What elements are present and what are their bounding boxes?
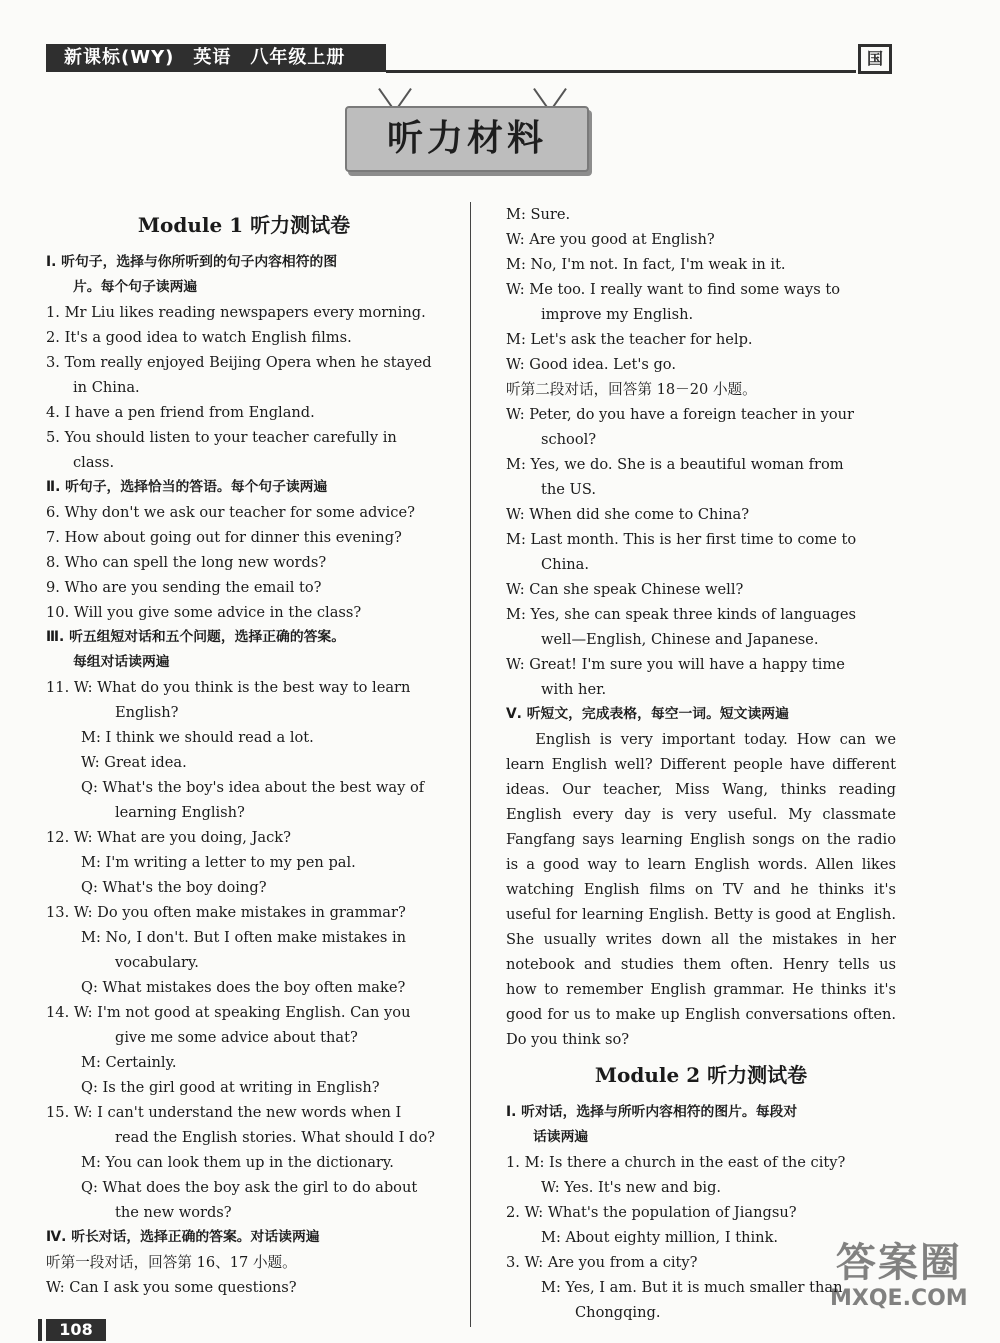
text-line: 2. W: What's the population of Jiangsu?: [506, 1204, 797, 1221]
text-line: Q: What's the boy's idea about the best way of: [81, 779, 425, 796]
text-line: M: No, I don't. But I often make mistakes in: [81, 929, 407, 946]
text-line: W: When did she come to China?: [506, 506, 750, 523]
section-heading: Ⅴ. 听短文，完成表格，每空一词。短文读两遍: [506, 706, 789, 722]
text-line: 15. W: I can't understand the new words when I: [46, 1104, 402, 1121]
text-line: W: Can she speak Chinese well?: [506, 581, 744, 598]
text-line: W: Yes. It's new and big.: [541, 1179, 722, 1196]
text-line: the new words?: [115, 1204, 232, 1221]
text-line: Chongqing.: [575, 1304, 661, 1321]
text-line: well—English, Chinese and Japanese.: [541, 631, 819, 648]
text-line: M: Certainly.: [81, 1054, 177, 1071]
text-line: M: I think we should read a lot.: [81, 729, 314, 746]
text-line: M: Sure.: [506, 206, 571, 223]
text-line: Q: What's the boy doing?: [81, 879, 267, 896]
text-line: Q: What does the boy ask the girl to do about: [81, 1179, 418, 1196]
module-title: Module 2 听力测试卷: [594, 1063, 808, 1087]
text-line: M: You can look them up in the dictionary.: [81, 1154, 394, 1171]
text-line: M: Yes, she can speak three kinds of languages: [506, 606, 857, 623]
section-heading: Ⅰ. 听句子，选择与你所听到的句子内容相符的图: [46, 254, 338, 270]
text-line: W: Can I ask you some questions?: [46, 1279, 297, 1296]
text-line: 3. W: Are you from a city?: [506, 1254, 698, 1271]
text-line: W: Great! I'm sure you will have a happy time: [506, 656, 845, 673]
text-line: class.: [73, 454, 115, 471]
text-line: learning English?: [115, 804, 245, 821]
section-heading: 片。每个句子读两遍: [73, 279, 198, 295]
text-line: M: Let's ask the teacher for help.: [506, 331, 753, 348]
text-line: 11. W: What do you think is the best way to learn: [46, 679, 411, 696]
text-line: Q: Is the girl good at writing in English?: [81, 1079, 380, 1096]
module-title: Module 1 听力测试卷: [137, 213, 351, 237]
watermark-logo: [830, 1240, 968, 1312]
section-heading: 每组对话读两遍: [73, 654, 170, 670]
text-line: W: Good idea. Let's go.: [506, 356, 676, 373]
page-title: 听力材料: [345, 106, 589, 172]
text-line: give me some advice about that?: [115, 1029, 358, 1046]
text-line: 1. Mr Liu likes reading newspapers every morning.: [46, 304, 426, 321]
text-line: 14. W: I'm not good at speaking English. Can you: [46, 1004, 411, 1021]
text-line: 12. W: What are you doing, Jack?: [46, 829, 291, 846]
text-line: 6. Why don't we ask our teacher for some advice?: [46, 504, 415, 521]
text-line: W: Are you good at English?: [506, 231, 715, 248]
section-heading: Ⅳ. 听长对话，选择正确的答案。对话读两遍: [46, 1229, 320, 1245]
text-line: 10. Will you give some advice in the class?: [46, 604, 362, 621]
passage-paragraph: English is very important today. How can we learn English well? Different people have different ideas. Our teacher, Miss Wang, thinks reading English every day is very useful. My classmate Fangfang says learning English songs on the radio is a good way to learn English words. Allen likes watching English films on TV and he thinks it's useful for learning English. Betty is good at English. She usually writes down all the mistakes in her notebook and studies them often. Henry tells us how to remember English grammar. He thinks it's good for us to make up English conversations often. Do you think so?: [506, 731, 896, 1048]
text-line: 13. W: Do you often make mistakes in grammar?: [46, 904, 406, 921]
text-line: W: Great idea.: [81, 754, 187, 771]
header-logo-icon: 国: [858, 44, 892, 74]
text-line: English?: [115, 704, 179, 721]
text-line: 7. How about going out for dinner this evening?: [46, 529, 402, 546]
column-divider: [470, 202, 471, 1327]
text-line: W: Me too. I really want to find some ways to: [506, 281, 841, 298]
text-line: 9. Who are you sending the email to?: [46, 579, 322, 596]
text-line: M: About eighty million, I think.: [541, 1229, 779, 1246]
text-line: 8. Who can spell the long new words?: [46, 554, 327, 571]
text-line: 1. M: Is there a church in the east of the city?: [506, 1154, 846, 1171]
text-line: in China.: [73, 379, 140, 396]
text-line: M: Yes, we do. She is a beautiful woman from: [506, 456, 844, 473]
text-line: Q: What mistakes does the boy often make?: [81, 979, 406, 996]
right-column: [506, 202, 896, 1325]
watermark-text: 答案圈: [835, 1240, 962, 1286]
header-rule: [386, 70, 856, 73]
section-heading: Ⅰ. 听对话，选择与所听内容相符的图片。每段对: [506, 1104, 798, 1120]
text-line: W: Peter, do you have a foreign teacher in your: [506, 406, 855, 423]
text-line: improve my English.: [541, 306, 694, 323]
left-column: [46, 202, 442, 1300]
text-line: the US.: [541, 481, 596, 498]
book-header: 新课标(WY) 英语 八年级上册: [46, 44, 386, 72]
text-line: vocabulary.: [115, 954, 199, 971]
text-line: read the English stories. What should I do?: [115, 1129, 435, 1146]
text-line: 3. Tom really enjoyed Beijing Opera when he stayed: [46, 354, 432, 371]
text-line: 听第二段对话，回答第 18－20 小题。: [506, 381, 757, 398]
text-line: China.: [541, 556, 589, 573]
text-line: 2. It's a good idea to watch English films.: [46, 329, 352, 346]
text-line: M: Yes, I am. But it is much smaller than: [541, 1279, 843, 1296]
text-line: M: Last month. This is her first time to come to: [506, 531, 857, 548]
text-line: school?: [541, 431, 597, 448]
page-number: 108: [46, 1319, 106, 1341]
text-line: M: No, I'm not. In fact, I'm weak in it.: [506, 256, 786, 273]
section-heading: Ⅱ. 听句子，选择恰当的答语。每个句子读两遍: [46, 479, 328, 495]
section-heading: 话读两遍: [533, 1129, 589, 1145]
watermark-url: MXQE.COM: [830, 1286, 968, 1311]
text-line: 听第一段对话，回答第 16、17 小题。: [46, 1254, 297, 1271]
section-heading: Ⅲ. 听五组短对话和五个问题，选择正确的答案。: [46, 629, 346, 645]
text-line: M: I'm writing a letter to my pen pal.: [81, 854, 356, 871]
text-line: 5. You should listen to your teacher carefully in: [46, 429, 397, 446]
text-line: with her.: [541, 681, 607, 698]
text-line: 4. I have a pen friend from England.: [46, 404, 315, 421]
